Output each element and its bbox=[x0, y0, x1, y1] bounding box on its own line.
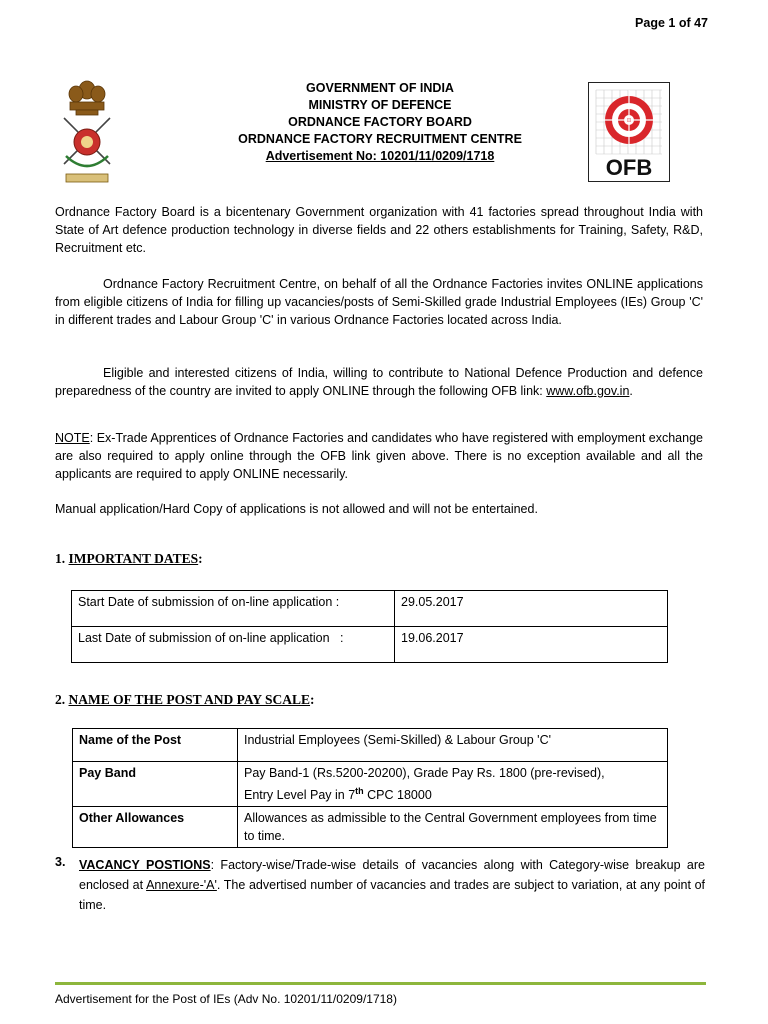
paragraph-note bbox=[55, 429, 703, 483]
allowances-label: Other Allowances bbox=[73, 807, 238, 848]
table-row bbox=[73, 807, 668, 848]
paragraph-3-text: Eligible and interested citizens of India, willing to contribute to National Defence Production and defence preparedness of the country are invited to apply ONLINE through the following OFB link: bbox=[55, 366, 703, 398]
footer-divider bbox=[55, 982, 706, 985]
note-text: : Ex-Trade Apprentices of Ordnance Factories and candidates who have registered with employment exchange are also required to apply online through the OFB link given above. There is no exception available and all the applicants are required to apply ONLINE necessarily. bbox=[55, 431, 703, 481]
page-number: Page 1 of 47 bbox=[635, 16, 708, 30]
header-line-3: ORDNANCE FACTORY BOARD bbox=[288, 115, 472, 129]
post-and-pay-table bbox=[72, 728, 668, 848]
section-1-title: IMPORTANT DATES bbox=[68, 551, 199, 566]
section-2-number: 2. bbox=[55, 692, 66, 707]
header-line-2: MINISTRY OF DEFENCE bbox=[308, 98, 452, 112]
start-date-label: Start Date of submission of on-line application : bbox=[72, 591, 395, 627]
advertisement-number: Advertisement No: 10201/11/0209/1718 bbox=[265, 149, 495, 163]
document-header bbox=[220, 80, 540, 165]
intro-paragraph bbox=[55, 203, 703, 257]
note-label: NOTE bbox=[55, 431, 90, 445]
post-name-value: Industrial Employees (Semi-Skilled) & Labour Group 'C' bbox=[238, 729, 668, 762]
paragraph-2: Ordnance Factory Recruitment Centre, on behalf of all the Ordnance Factories invites ONLINE applications from eligible citizens of India for filling up vacancies/posts of Semi-Skilled grade Industrial Employees (IEs) Group 'C' in different trades and Labour Group 'C' in various Ordnance Factories located across India. bbox=[55, 277, 703, 327]
section-2-heading bbox=[55, 692, 315, 708]
paragraph-3-end: . bbox=[629, 384, 633, 398]
invitation-paragraph bbox=[55, 275, 703, 329]
section-1-number: 1. bbox=[55, 551, 66, 566]
pay-band-line-2-post: CPC 18000 bbox=[363, 788, 432, 803]
important-dates-table bbox=[71, 590, 668, 663]
footer-text: Advertisement for the Post of IEs (Adv No. 10201/11/0209/1718) bbox=[55, 992, 397, 1006]
section-1-colon: : bbox=[198, 551, 203, 566]
paragraph-1: Ordnance Factory Board is a bicentenary Government organization with 41 factories spread throughout India with State of Art defence production technology in diverse fields and 22 others establishments for Training, Safety, R&D, Recruitment etc. bbox=[55, 205, 703, 255]
paragraph-3 bbox=[55, 364, 703, 400]
apply-online-paragraph bbox=[55, 364, 703, 400]
annexure-link[interactable]: Annexure-'A' bbox=[146, 878, 217, 892]
paragraph-5: Manual application/Hard Copy of applications is not allowed and will not be entertained. bbox=[55, 502, 538, 516]
table-row bbox=[72, 591, 668, 627]
last-date-label: Last Date of submission of on-line application : bbox=[72, 627, 395, 663]
pay-band-value bbox=[238, 762, 668, 807]
section-3-title: VACANCY POSTIONS bbox=[79, 858, 211, 872]
table-row bbox=[73, 762, 668, 807]
section-1-heading bbox=[55, 551, 203, 567]
ofb-logo bbox=[588, 82, 670, 182]
ofb-website-link[interactable]: www.ofb.gov.in bbox=[546, 384, 630, 398]
pay-band-line-2 bbox=[244, 782, 661, 804]
pay-band-superscript: th bbox=[355, 786, 364, 796]
ofb-logo-text: OFB bbox=[605, 155, 653, 180]
last-date-value: 19.06.2017 bbox=[395, 627, 668, 663]
pay-band-line-2-pre: Entry Level Pay in 7 bbox=[244, 788, 356, 803]
header-line-4: ORDNANCE FACTORY RECRUITMENT CENTRE bbox=[238, 132, 522, 146]
section-3-number: 3. bbox=[55, 855, 66, 869]
allowances-value: Allowances as admissible to the Central Government employees from time to time. bbox=[238, 807, 668, 848]
section-2-colon: : bbox=[310, 692, 315, 707]
section-3-text-b: . The advertised number of vacancies and trades are subject to variation, at any point of time. bbox=[79, 878, 706, 912]
national-emblem-icon bbox=[58, 78, 116, 188]
table-row bbox=[73, 729, 668, 762]
post-name-label: Name of the Post bbox=[73, 729, 238, 762]
start-date-value: 29.05.2017 bbox=[395, 591, 668, 627]
pay-band-label: Pay Band bbox=[73, 762, 238, 807]
section-2-title: NAME OF THE POST AND PAY SCALE bbox=[68, 692, 311, 707]
header-line-1: GOVERNMENT OF INDIA bbox=[306, 81, 454, 95]
pay-band-line-1: Pay Band-1 (Rs.5200-20200), Grade Pay Rs. 1800 (pre-revised), bbox=[244, 766, 605, 780]
note-paragraph bbox=[55, 429, 703, 483]
section-3-text-a: : Factory-wise/Trade-wise details of vacancies along with Category-wise breakup are enclosed at bbox=[79, 858, 705, 892]
section-3-text bbox=[79, 855, 705, 915]
table-row bbox=[72, 627, 668, 663]
manual-application-paragraph bbox=[55, 500, 703, 518]
section-3 bbox=[55, 855, 705, 915]
